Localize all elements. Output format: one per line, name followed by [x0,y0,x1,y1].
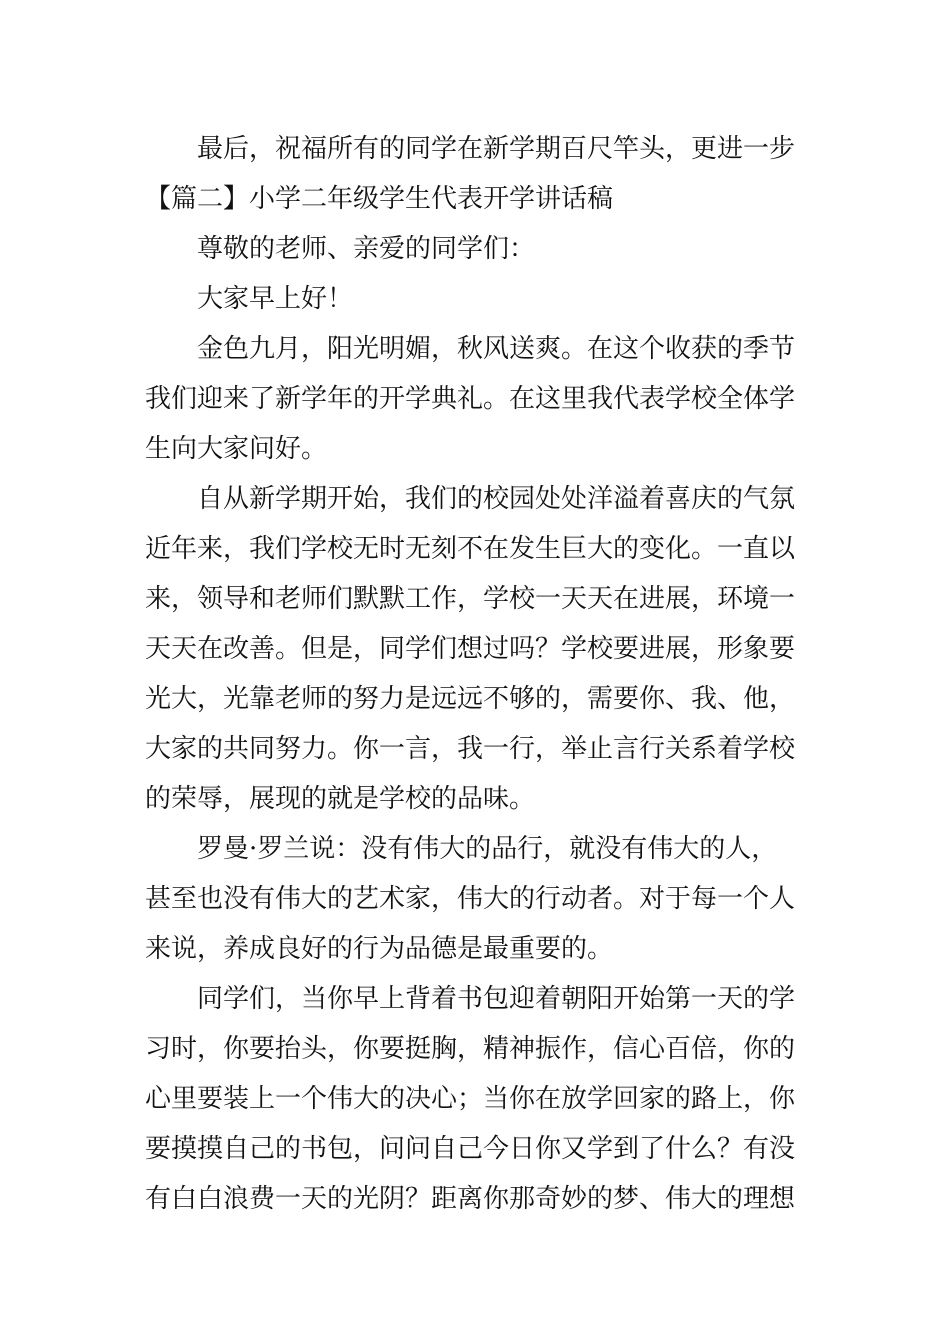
text-line: 心里要装上一个伟大的决心；当你在放学回家的路上，你 [145,1084,796,1114]
section-heading: 【篇二】小学二年级学生代表开学讲话稿 [145,184,614,214]
text-line: 金色九月，阳光明媚，秋风送爽。在这个收获的季节 [197,334,796,364]
text-line: 来，领导和老师们默默工作，学校一天天在进展，环境一 [145,584,796,614]
document-body [145,124,809,1224]
text-line: 的荣辱，展现的就是学校的品味。 [145,784,536,814]
text-line: 来说，养成良好的行为品德是最重要的。 [145,934,614,964]
text-line: 罗曼·罗兰说：没有伟大的品行，就没有伟大的人， [197,834,778,864]
text-line: 习时，你要抬头，你要挺胸，精神振作，信心百倍，你的 [145,1034,796,1064]
text-line: 近年来，我们学校无时无刻不在发生巨大的变化。一直以 [145,534,796,564]
text-line: 尊敬的老师、亲爱的同学们： [197,234,536,264]
text-line: 自从新学期开始，我们的校园处处洋溢着喜庆的气氛 [197,484,796,514]
text-line: 大家早上好！ [197,284,354,314]
text-line: 最后，祝福所有的同学在新学期百尺竿头，更进一步 [197,134,796,164]
text-line: 大家的共同努力。你一言，我一行，举止言行关系着学校 [145,734,796,764]
text-line: 同学们，当你早上背着书包迎着朝阳开始第一天的学 [197,984,796,1014]
text-line: 有白白浪费一天的光阴？距离你那奇妙的梦、伟大的理想 [145,1184,796,1214]
text-line: 天天在改善。但是，同学们想过吗？学校要进展，形象要 [145,634,796,664]
text-line: 要摸摸自己的书包，问问自己今日你又学到了什么？有没 [145,1134,796,1164]
text-line: 甚至也没有伟大的艺术家，伟大的行动者。对于每一个人 [145,884,796,914]
text-line: 光大，光靠老师的努力是远远不够的，需要你、我、他， [145,684,796,714]
text-line: 生向大家问好。 [145,434,328,464]
text-line: 我们迎来了新学年的开学典礼。在这里我代表学校全体学 [145,384,796,414]
